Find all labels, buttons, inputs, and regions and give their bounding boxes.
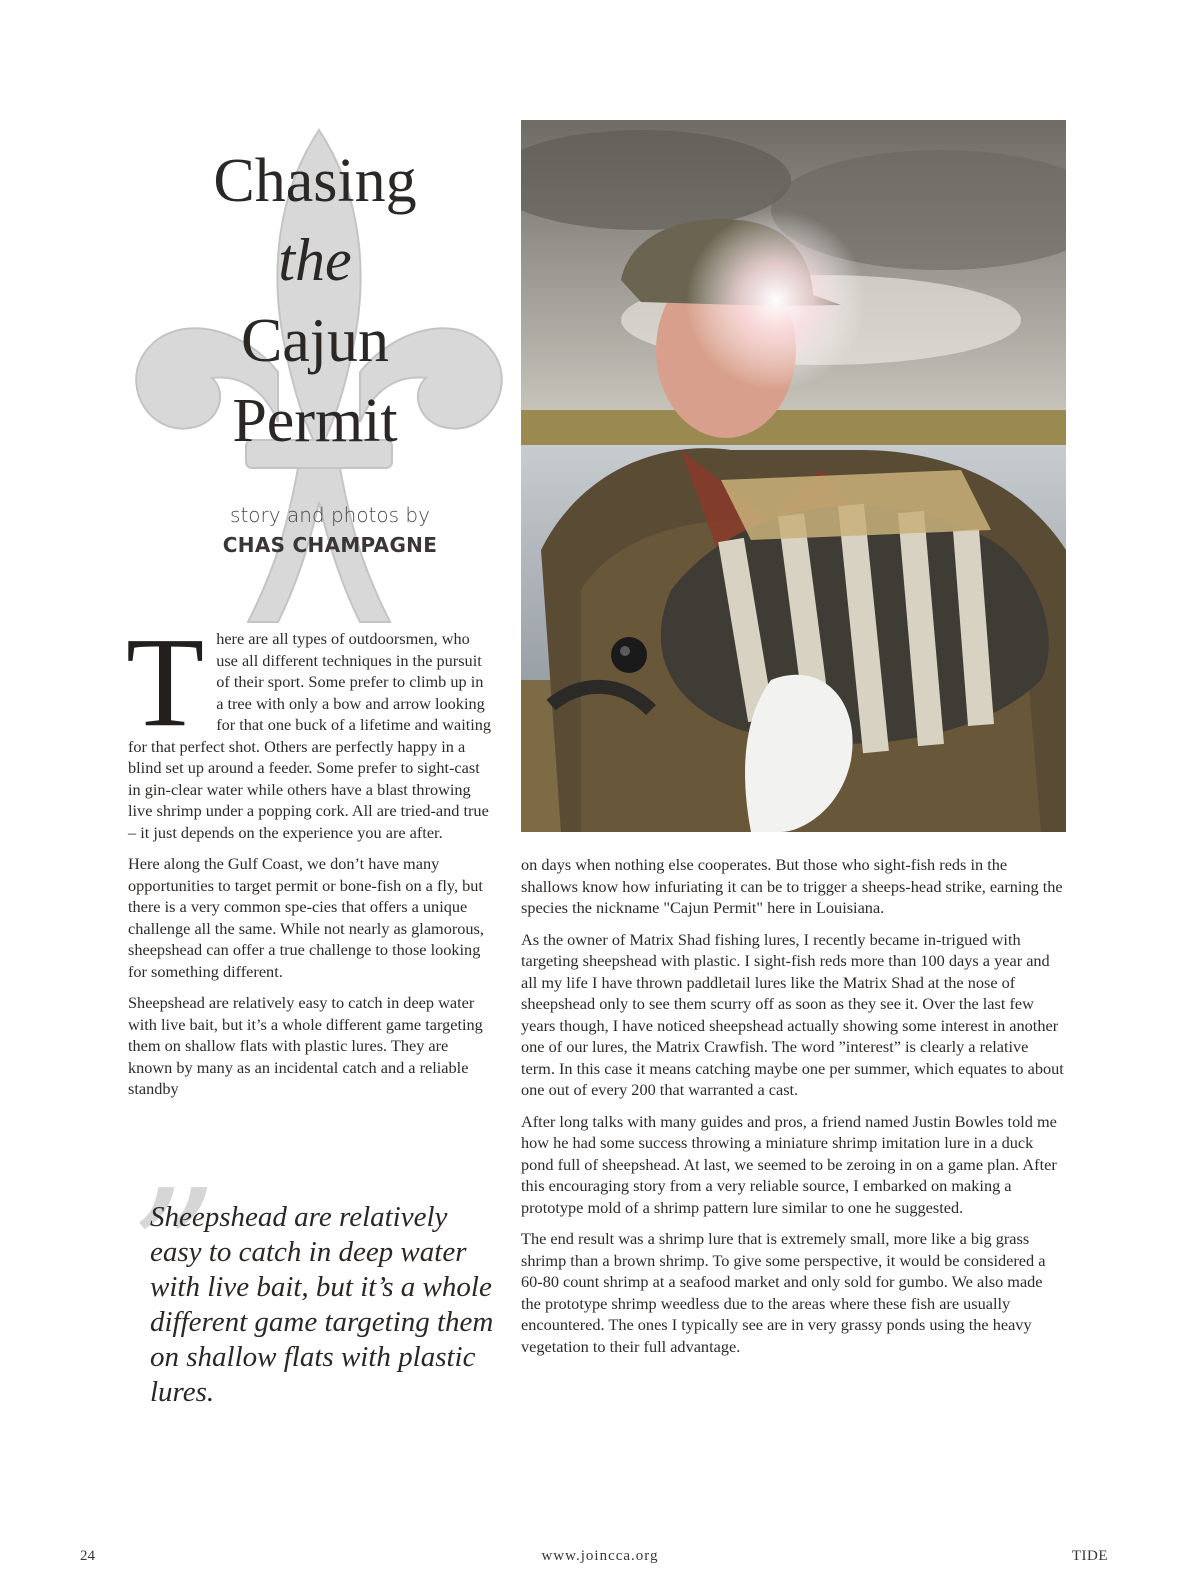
angler-with-sheepshead-photo (521, 120, 1066, 832)
quote-mark-icon: ” (130, 1154, 217, 1352)
article-title (140, 147, 490, 455)
website-link[interactable]: www.joincca.org (541, 1548, 659, 1564)
byline (140, 503, 520, 557)
byline-author: CHAS CHAMPAGNE (222, 533, 438, 557)
title-line-chasing: Chasing (213, 147, 417, 215)
byline-prefix: story and photos by (230, 503, 430, 527)
title-line-permit: Permit (232, 387, 398, 455)
right-column-text (521, 854, 1066, 1367)
paragraph: on days when nothing else cooperates. But those who sight-fish reds in the shallows know how infuriating it can be to trigger a sheeps-head strike, earning the species the nickname "Cajun Permit" here in Louisiana. (521, 855, 1063, 917)
page-number: 24 (80, 1548, 95, 1564)
left-column-text (126, 611, 494, 1110)
drop-cap: T (126, 611, 205, 753)
paragraph: Here along the Gulf Coast, we don’t have many opportunities to target permit or bone-fish on a fly, but there is a very common spe-cies that offers a unique challenge all the same. While not nearly as glamorous, sheepshead can offer a true challenge to those looking for something different. (128, 854, 484, 981)
paragraph: After long talks with many guides and pros, a friend named Justin Bowles told me how he had some success throwing a miniature shrimp imitation lure in a duck pond full of sheepshead. At last, we seemed to be zeroing in on a game plan. After this encouraging story from a very reliable source, I embarked on making a prototype mold of a shrimp pattern lure similar to one he suggested. (521, 1111, 1057, 1217)
title-line-the: the (278, 227, 352, 293)
paragraph: The end result was a shrimp lure that is extremely small, more like a big grass shrimp than a brown shrimp. To give some perspective, it would be considered a 60-80 count shrimp at a seafood market and only sold for gumbo. We also made the prototype shrimp weedless due to the areas where these fish are usually encountered. The ones I typically see are in very grassy ponds using the heavy vegetation to their full advantage. (521, 1229, 1046, 1356)
paragraph-text: here are all types of outdoorsmen, who use all different techniques in the pursuit of their sport. Some prefer to climb up in a tree with only a bow and arrow looking for that one buck of a lifetime and waiting for that perfect shot. Others are perfectly happy in a blind set up around a feeder. Some prefer to sight-cast in gin-clear water while others have a blast throwing live shrimp under a popping cork. All are tried-and true – it just depends on the experience you are after. (128, 629, 492, 842)
paragraph: As the owner of Matrix Shad fishing lures, I recently became in-trigued with targeting sheepshead with plastic. I sight-fish reds more than 100 days a year and all my life I have thrown paddletail lures like the Matrix Shad at the nose of sheepshead only to see them scurry off as soon as they see it. Over the last few years though, I have noticed sheepshead actually showing some interest in another one of our lures, the Matrix Crawfish. The word ”interest” is clearly a relative term. In this case it means catching maybe one per summer, which equates to about one out of every 200 that warranted a cast. (521, 929, 1064, 1099)
magazine-name: TIDE (1071, 1548, 1108, 1564)
paragraph: Sheepshead are relatively easy to catch in deep water with live bait, but it’s a whole different game targeting them on shallow flats with plastic lures. They are known by many as an incidental catch and a reliable standby (128, 993, 483, 1098)
pull-quote: Sheepshead are relatively easy to catch in deep water with live bait, but it’s a whole different game targeting them on shallow flats with plastic lures. (150, 1201, 494, 1408)
paragraph (126, 611, 494, 843)
title-line-cajun: Cajun (240, 307, 390, 375)
